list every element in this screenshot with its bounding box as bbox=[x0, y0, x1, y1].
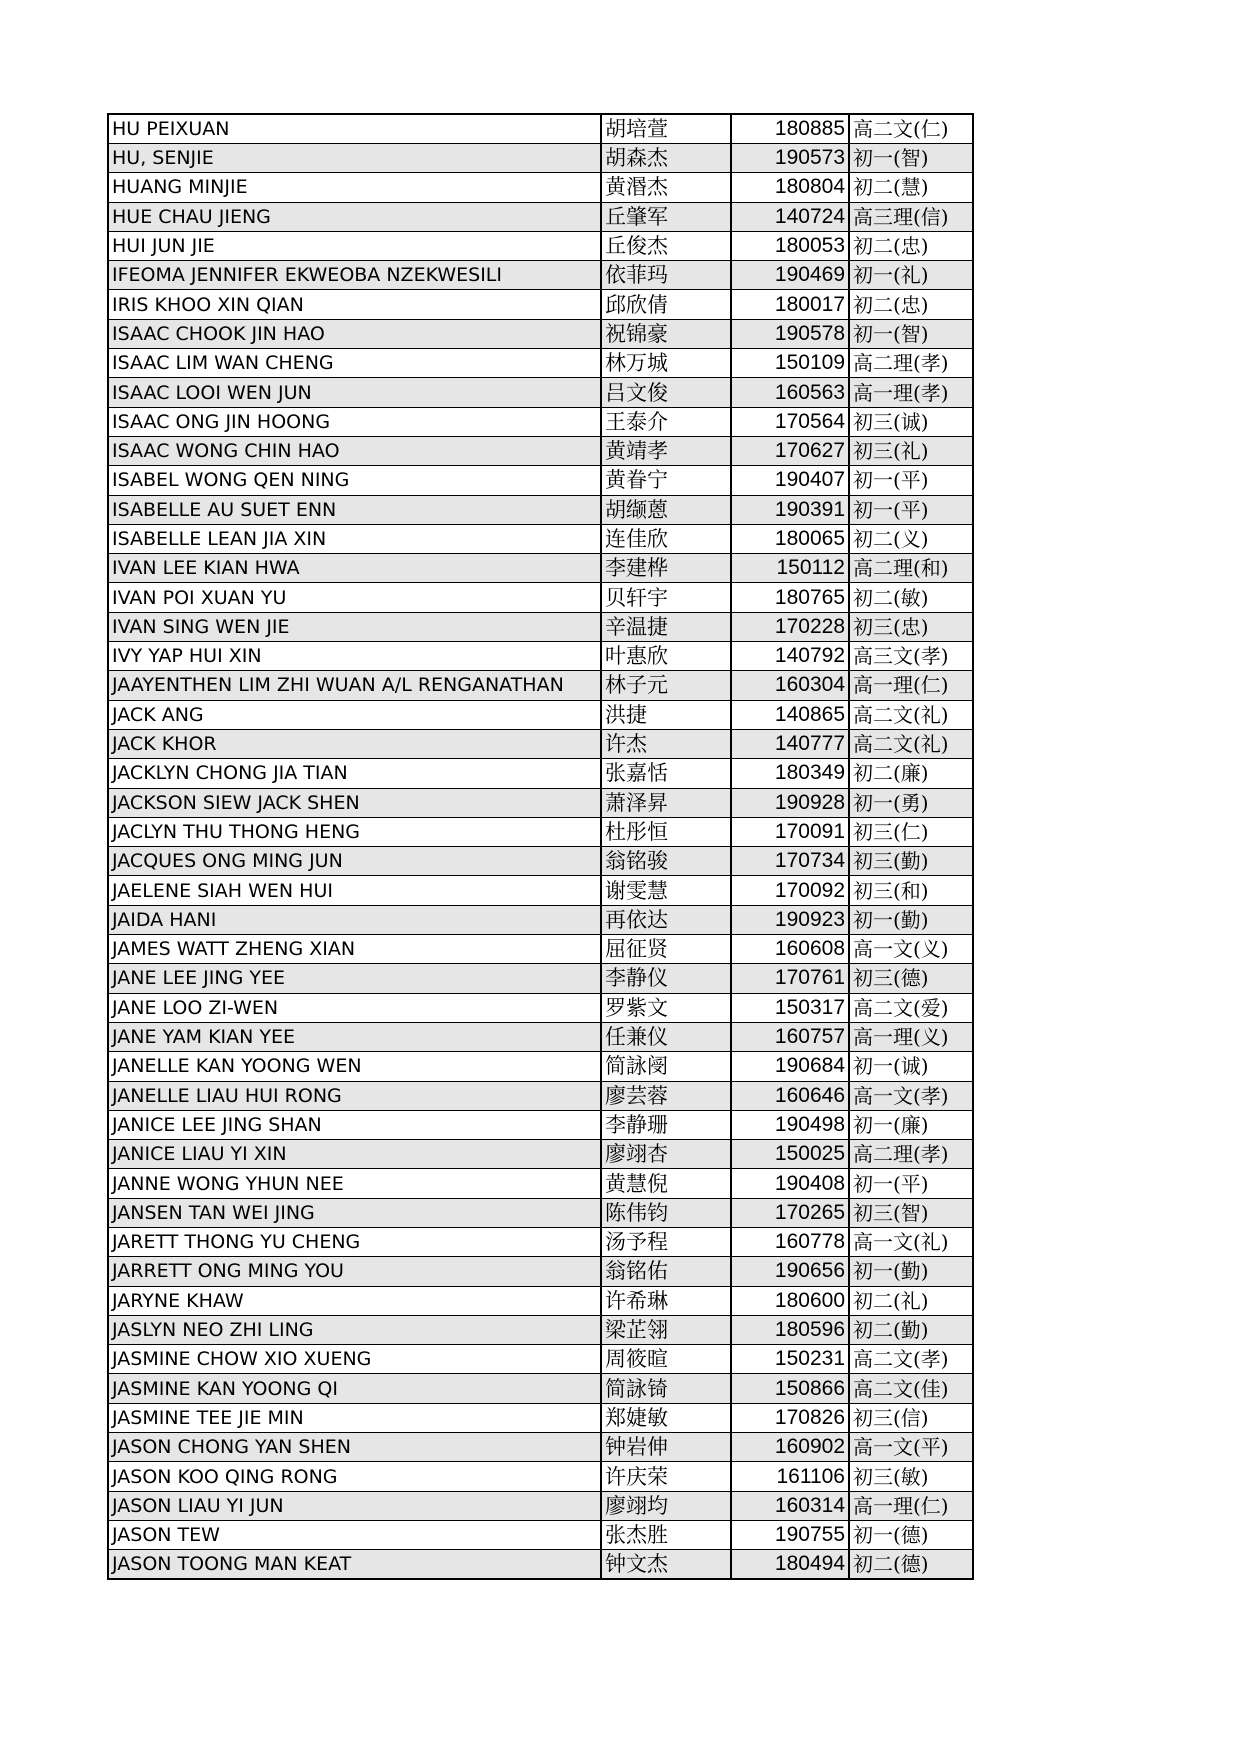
student-id-cell: 190573 bbox=[731, 144, 849, 173]
student-id-cell: 170761 bbox=[731, 964, 849, 993]
chinese-name-cell: 屈征贤 bbox=[601, 935, 731, 964]
chinese-name-cell: 胡缬蒽 bbox=[601, 495, 731, 524]
student-name-cell: JASON CHONG YAN SHEN bbox=[108, 1433, 601, 1462]
table-row bbox=[108, 1022, 973, 1051]
table-row bbox=[108, 817, 973, 846]
chinese-name-cell: 简詠阌 bbox=[601, 1052, 731, 1081]
student-name-cell: JANELLE KAN YOONG WEN bbox=[108, 1052, 601, 1081]
student-name-cell: ISABEL WONG QEN NING bbox=[108, 466, 601, 495]
chinese-name-cell: 再依达 bbox=[601, 905, 731, 934]
class-cell: 高二理(孝) bbox=[849, 1140, 973, 1169]
chinese-name-cell: 胡森杰 bbox=[601, 144, 731, 173]
chinese-name-cell: 陈伟钧 bbox=[601, 1198, 731, 1227]
student-id-cell: 190755 bbox=[731, 1520, 849, 1549]
student-id-cell: 160563 bbox=[731, 378, 849, 407]
student-name-cell: IFEOMA JENNIFER EKWEOBA NZEKWESILI bbox=[108, 261, 601, 290]
class-cell: 初一(勤) bbox=[849, 1257, 973, 1286]
table-row bbox=[108, 612, 973, 641]
student-id-cell: 160646 bbox=[731, 1081, 849, 1110]
student-id-cell: 190408 bbox=[731, 1169, 849, 1198]
student-name-cell: JANE YAM KIAN YEE bbox=[108, 1022, 601, 1051]
chinese-name-cell: 汤予程 bbox=[601, 1227, 731, 1256]
chinese-name-cell: 简詠锜 bbox=[601, 1374, 731, 1403]
student-roster-table bbox=[107, 113, 974, 1580]
student-id-cell: 190578 bbox=[731, 319, 849, 348]
table-row bbox=[108, 349, 973, 378]
chinese-name-cell: 许杰 bbox=[601, 729, 731, 758]
chinese-name-cell: 李静珊 bbox=[601, 1110, 731, 1139]
class-cell: 高一文(平) bbox=[849, 1433, 973, 1462]
chinese-name-cell: 钟文杰 bbox=[601, 1550, 731, 1580]
chinese-name-cell: 王泰介 bbox=[601, 407, 731, 436]
student-name-cell: ISAAC WONG CHIN HAO bbox=[108, 436, 601, 465]
class-cell: 初三(礼) bbox=[849, 436, 973, 465]
student-id-cell: 180600 bbox=[731, 1286, 849, 1315]
table-row bbox=[108, 1257, 973, 1286]
student-name-cell: JARYNE KHAW bbox=[108, 1286, 601, 1315]
class-cell: 初二(勤) bbox=[849, 1315, 973, 1344]
class-cell: 初二(廉) bbox=[849, 759, 973, 788]
student-name-cell: IVAN SING WEN JIE bbox=[108, 612, 601, 641]
student-name-cell: HUANG MINJIE bbox=[108, 173, 601, 202]
student-id-cell: 180885 bbox=[731, 114, 849, 144]
chinese-name-cell: 翁铭佑 bbox=[601, 1257, 731, 1286]
student-name-cell: HU, SENJIE bbox=[108, 144, 601, 173]
student-name-cell: IVAN POI XUAN YU bbox=[108, 583, 601, 612]
student-id-cell: 170564 bbox=[731, 407, 849, 436]
chinese-name-cell: 黄湣杰 bbox=[601, 173, 731, 202]
table-row bbox=[108, 1169, 973, 1198]
table-row bbox=[108, 554, 973, 583]
student-name-cell: JAIDA HANI bbox=[108, 905, 601, 934]
student-id-cell: 160778 bbox=[731, 1227, 849, 1256]
chinese-name-cell: 许庆荣 bbox=[601, 1462, 731, 1491]
class-cell: 初二(礼) bbox=[849, 1286, 973, 1315]
student-id-cell: 190656 bbox=[731, 1257, 849, 1286]
class-cell: 高一文(礼) bbox=[849, 1227, 973, 1256]
student-name-cell: JANNE WONG YHUN NEE bbox=[108, 1169, 601, 1198]
student-name-cell: JASMINE KAN YOONG QI bbox=[108, 1374, 601, 1403]
student-name-cell: JANSEN TAN WEI JING bbox=[108, 1198, 601, 1227]
student-id-cell: 180804 bbox=[731, 173, 849, 202]
student-name-cell: ISAAC LIM WAN CHENG bbox=[108, 349, 601, 378]
table-row bbox=[108, 231, 973, 260]
chinese-name-cell: 萧泽昇 bbox=[601, 788, 731, 817]
student-id-cell: 150025 bbox=[731, 1140, 849, 1169]
class-cell: 高二文(礼) bbox=[849, 700, 973, 729]
class-cell: 高一理(义) bbox=[849, 1022, 973, 1051]
student-id-cell: 150231 bbox=[731, 1345, 849, 1374]
table-row bbox=[108, 407, 973, 436]
class-cell: 初三(敏) bbox=[849, 1462, 973, 1491]
class-cell: 初一(智) bbox=[849, 144, 973, 173]
chinese-name-cell: 廖翊杏 bbox=[601, 1140, 731, 1169]
student-id-cell: 190498 bbox=[731, 1110, 849, 1139]
student-name-cell: JAELENE SIAH WEN HUI bbox=[108, 876, 601, 905]
student-id-cell: 190923 bbox=[731, 905, 849, 934]
chinese-name-cell: 谢雯慧 bbox=[601, 876, 731, 905]
table-row bbox=[108, 524, 973, 553]
table-row bbox=[108, 173, 973, 202]
class-cell: 高二文(孝) bbox=[849, 1345, 973, 1374]
class-cell: 高三理(信) bbox=[849, 202, 973, 231]
chinese-name-cell: 黄靖孝 bbox=[601, 436, 731, 465]
chinese-name-cell: 翁铭骏 bbox=[601, 847, 731, 876]
class-cell: 初一(平) bbox=[849, 466, 973, 495]
table-row bbox=[108, 905, 973, 934]
chinese-name-cell: 廖芸蓉 bbox=[601, 1081, 731, 1110]
student-name-cell: ISAAC ONG JIN HOONG bbox=[108, 407, 601, 436]
student-name-cell: JANE LEE JING YEE bbox=[108, 964, 601, 993]
student-id-cell: 180349 bbox=[731, 759, 849, 788]
table-row bbox=[108, 1345, 973, 1374]
student-name-cell: JARRETT ONG MING YOU bbox=[108, 1257, 601, 1286]
student-id-cell: 140777 bbox=[731, 729, 849, 758]
table-row bbox=[108, 1140, 973, 1169]
chinese-name-cell: 梁芷翎 bbox=[601, 1315, 731, 1344]
chinese-name-cell: 张嘉恬 bbox=[601, 759, 731, 788]
chinese-name-cell: 许希琳 bbox=[601, 1286, 731, 1315]
chinese-name-cell: 连佳欣 bbox=[601, 524, 731, 553]
student-id-cell: 160757 bbox=[731, 1022, 849, 1051]
class-cell: 初二(慧) bbox=[849, 173, 973, 202]
chinese-name-cell: 郑婕敏 bbox=[601, 1403, 731, 1432]
table-row bbox=[108, 290, 973, 319]
table-row bbox=[108, 993, 973, 1022]
table-row bbox=[108, 1110, 973, 1139]
chinese-name-cell: 任兼仪 bbox=[601, 1022, 731, 1051]
student-id-cell: 170265 bbox=[731, 1198, 849, 1227]
chinese-name-cell: 杜彤恒 bbox=[601, 817, 731, 846]
chinese-name-cell: 罗紫文 bbox=[601, 993, 731, 1022]
chinese-name-cell: 叶惠欣 bbox=[601, 642, 731, 671]
table-row bbox=[108, 319, 973, 348]
table-row bbox=[108, 114, 973, 144]
class-cell: 高二理(孝) bbox=[849, 349, 973, 378]
student-id-cell: 140724 bbox=[731, 202, 849, 231]
student-id-cell: 150317 bbox=[731, 993, 849, 1022]
table-row bbox=[108, 1198, 973, 1227]
student-id-cell: 170734 bbox=[731, 847, 849, 876]
class-cell: 高二理(和) bbox=[849, 554, 973, 583]
class-cell: 高二文(礼) bbox=[849, 729, 973, 758]
table-row bbox=[108, 1403, 973, 1432]
student-name-cell: JANE LOO ZI-WEN bbox=[108, 993, 601, 1022]
chinese-name-cell: 胡培萱 bbox=[601, 114, 731, 144]
table-row bbox=[108, 1520, 973, 1549]
table-row bbox=[108, 436, 973, 465]
class-cell: 初一(廉) bbox=[849, 1110, 973, 1139]
table-row bbox=[108, 378, 973, 407]
table-row bbox=[108, 261, 973, 290]
chinese-name-cell: 贝轩宇 bbox=[601, 583, 731, 612]
student-name-cell: IVAN LEE KIAN HWA bbox=[108, 554, 601, 583]
class-cell: 初二(忠) bbox=[849, 290, 973, 319]
table-row bbox=[108, 729, 973, 758]
class-cell: 初一(德) bbox=[849, 1520, 973, 1549]
class-cell: 初二(德) bbox=[849, 1550, 973, 1580]
chinese-name-cell: 黄慧倪 bbox=[601, 1169, 731, 1198]
student-id-cell: 140792 bbox=[731, 642, 849, 671]
student-id-cell: 180765 bbox=[731, 583, 849, 612]
table-row bbox=[108, 1433, 973, 1462]
student-id-cell: 160902 bbox=[731, 1433, 849, 1462]
student-id-cell: 190928 bbox=[731, 788, 849, 817]
table-row bbox=[108, 1315, 973, 1344]
student-name-cell: JASMINE CHOW XIO XUENG bbox=[108, 1345, 601, 1374]
table-row bbox=[108, 700, 973, 729]
table-row bbox=[108, 847, 973, 876]
chinese-name-cell: 李静仪 bbox=[601, 964, 731, 993]
chinese-name-cell: 吕文俊 bbox=[601, 378, 731, 407]
student-id-cell: 170627 bbox=[731, 436, 849, 465]
student-name-cell: JASON TEW bbox=[108, 1520, 601, 1549]
table-row bbox=[108, 1227, 973, 1256]
student-name-cell: JASON TOONG MAN KEAT bbox=[108, 1550, 601, 1580]
table-row bbox=[108, 788, 973, 817]
class-cell: 高一理(仁) bbox=[849, 671, 973, 700]
chinese-name-cell: 林万城 bbox=[601, 349, 731, 378]
student-id-cell: 190391 bbox=[731, 495, 849, 524]
class-cell: 初三(和) bbox=[849, 876, 973, 905]
student-name-cell: JACQUES ONG MING JUN bbox=[108, 847, 601, 876]
class-cell: 初三(勤) bbox=[849, 847, 973, 876]
student-name-cell: JACKLYN CHONG JIA TIAN bbox=[108, 759, 601, 788]
chinese-name-cell: 李建桦 bbox=[601, 554, 731, 583]
table-row bbox=[108, 876, 973, 905]
chinese-name-cell: 张杰胜 bbox=[601, 1520, 731, 1549]
chinese-name-cell: 丘肇军 bbox=[601, 202, 731, 231]
student-name-cell: IVY YAP HUI XIN bbox=[108, 642, 601, 671]
table-row bbox=[108, 1052, 973, 1081]
class-cell: 高一理(孝) bbox=[849, 378, 973, 407]
class-cell: 初三(仁) bbox=[849, 817, 973, 846]
student-id-cell: 180596 bbox=[731, 1315, 849, 1344]
class-cell: 初三(诚) bbox=[849, 407, 973, 436]
chinese-name-cell: 黄眷宁 bbox=[601, 466, 731, 495]
student-name-cell: JAMES WATT ZHENG XIAN bbox=[108, 935, 601, 964]
class-cell: 初一(平) bbox=[849, 495, 973, 524]
student-id-cell: 160608 bbox=[731, 935, 849, 964]
table-row bbox=[108, 583, 973, 612]
class-cell: 初三(忠) bbox=[849, 612, 973, 641]
class-cell: 初二(敏) bbox=[849, 583, 973, 612]
student-name-cell: JASON LIAU YI JUN bbox=[108, 1491, 601, 1520]
table-row bbox=[108, 1491, 973, 1520]
class-cell: 高二文(佳) bbox=[849, 1374, 973, 1403]
class-cell: 初三(德) bbox=[849, 964, 973, 993]
table-row bbox=[108, 144, 973, 173]
table-row bbox=[108, 964, 973, 993]
chinese-name-cell: 祝锦豪 bbox=[601, 319, 731, 348]
student-name-cell: JARETT THONG YU CHENG bbox=[108, 1227, 601, 1256]
class-cell: 高三文(孝) bbox=[849, 642, 973, 671]
chinese-name-cell: 依菲玛 bbox=[601, 261, 731, 290]
student-name-cell: HUE CHAU JIENG bbox=[108, 202, 601, 231]
student-id-cell: 190684 bbox=[731, 1052, 849, 1081]
table-row bbox=[108, 671, 973, 700]
student-name-cell: JANELLE LIAU HUI RONG bbox=[108, 1081, 601, 1110]
student-id-cell: 180053 bbox=[731, 231, 849, 260]
student-id-cell: 160314 bbox=[731, 1491, 849, 1520]
table-row bbox=[108, 1081, 973, 1110]
roster-body bbox=[108, 114, 973, 1579]
table-row bbox=[108, 466, 973, 495]
chinese-name-cell: 周筱暄 bbox=[601, 1345, 731, 1374]
class-cell: 高一文(孝) bbox=[849, 1081, 973, 1110]
student-id-cell: 180065 bbox=[731, 524, 849, 553]
class-cell: 高二文(爱) bbox=[849, 993, 973, 1022]
student-id-cell: 150866 bbox=[731, 1374, 849, 1403]
chinese-name-cell: 林子元 bbox=[601, 671, 731, 700]
student-id-cell: 190407 bbox=[731, 466, 849, 495]
student-id-cell: 150112 bbox=[731, 554, 849, 583]
student-name-cell: JANICE LIAU YI XIN bbox=[108, 1140, 601, 1169]
class-cell: 高一文(义) bbox=[849, 935, 973, 964]
table-row bbox=[108, 1462, 973, 1491]
table-row bbox=[108, 759, 973, 788]
class-cell: 初一(勇) bbox=[849, 788, 973, 817]
student-name-cell: IRIS KHOO XIN QIAN bbox=[108, 290, 601, 319]
table-row bbox=[108, 495, 973, 524]
student-name-cell: JACK KHOR bbox=[108, 729, 601, 758]
student-name-cell: ISABELLE AU SUET ENN bbox=[108, 495, 601, 524]
class-cell: 初三(智) bbox=[849, 1198, 973, 1227]
class-cell: 初二(义) bbox=[849, 524, 973, 553]
student-name-cell: JANICE LEE JING SHAN bbox=[108, 1110, 601, 1139]
chinese-name-cell: 洪捷 bbox=[601, 700, 731, 729]
chinese-name-cell: 邱欣倩 bbox=[601, 290, 731, 319]
table-row bbox=[108, 1286, 973, 1315]
student-name-cell: ISABELLE LEAN JIA XIN bbox=[108, 524, 601, 553]
student-name-cell: JASON KOO QING RONG bbox=[108, 1462, 601, 1491]
student-name-cell: JACKSON SIEW JACK SHEN bbox=[108, 788, 601, 817]
student-id-cell: 190469 bbox=[731, 261, 849, 290]
table-row bbox=[108, 935, 973, 964]
class-cell: 初三(信) bbox=[849, 1403, 973, 1432]
student-name-cell: JAAYENTHEN LIM ZHI WUAN A/L RENGANATHAN bbox=[108, 671, 601, 700]
table-row bbox=[108, 1550, 973, 1580]
student-id-cell: 170092 bbox=[731, 876, 849, 905]
student-name-cell: ISAAC CHOOK JIN HAO bbox=[108, 319, 601, 348]
student-id-cell: 150109 bbox=[731, 349, 849, 378]
student-id-cell: 170091 bbox=[731, 817, 849, 846]
student-id-cell: 140865 bbox=[731, 700, 849, 729]
class-cell: 高一理(仁) bbox=[849, 1491, 973, 1520]
student-name-cell: ISAAC LOOI WEN JUN bbox=[108, 378, 601, 407]
table-row bbox=[108, 202, 973, 231]
student-id-cell: 170826 bbox=[731, 1403, 849, 1432]
table-row bbox=[108, 642, 973, 671]
chinese-name-cell: 辛温捷 bbox=[601, 612, 731, 641]
table-row bbox=[108, 1374, 973, 1403]
student-name-cell: JACK ANG bbox=[108, 700, 601, 729]
student-id-cell: 160304 bbox=[731, 671, 849, 700]
chinese-name-cell: 廖翊均 bbox=[601, 1491, 731, 1520]
class-cell: 初一(礼) bbox=[849, 261, 973, 290]
student-id-cell: 180017 bbox=[731, 290, 849, 319]
class-cell: 高二文(仁) bbox=[849, 114, 973, 144]
student-name-cell: JACLYN THU THONG HENG bbox=[108, 817, 601, 846]
class-cell: 初一(智) bbox=[849, 319, 973, 348]
class-cell: 初一(勤) bbox=[849, 905, 973, 934]
class-cell: 初一(平) bbox=[849, 1169, 973, 1198]
class-cell: 初一(诚) bbox=[849, 1052, 973, 1081]
student-id-cell: 170228 bbox=[731, 612, 849, 641]
student-name-cell: JASMINE TEE JIE MIN bbox=[108, 1403, 601, 1432]
class-cell: 初二(忠) bbox=[849, 231, 973, 260]
chinese-name-cell: 丘俊杰 bbox=[601, 231, 731, 260]
student-name-cell: HU PEIXUAN bbox=[108, 114, 601, 144]
student-id-cell: 180494 bbox=[731, 1550, 849, 1580]
student-id-cell: 161106 bbox=[731, 1462, 849, 1491]
student-name-cell: JASLYN NEO ZHI LING bbox=[108, 1315, 601, 1344]
student-name-cell: HUI JUN JIE bbox=[108, 231, 601, 260]
chinese-name-cell: 钟岩伸 bbox=[601, 1433, 731, 1462]
